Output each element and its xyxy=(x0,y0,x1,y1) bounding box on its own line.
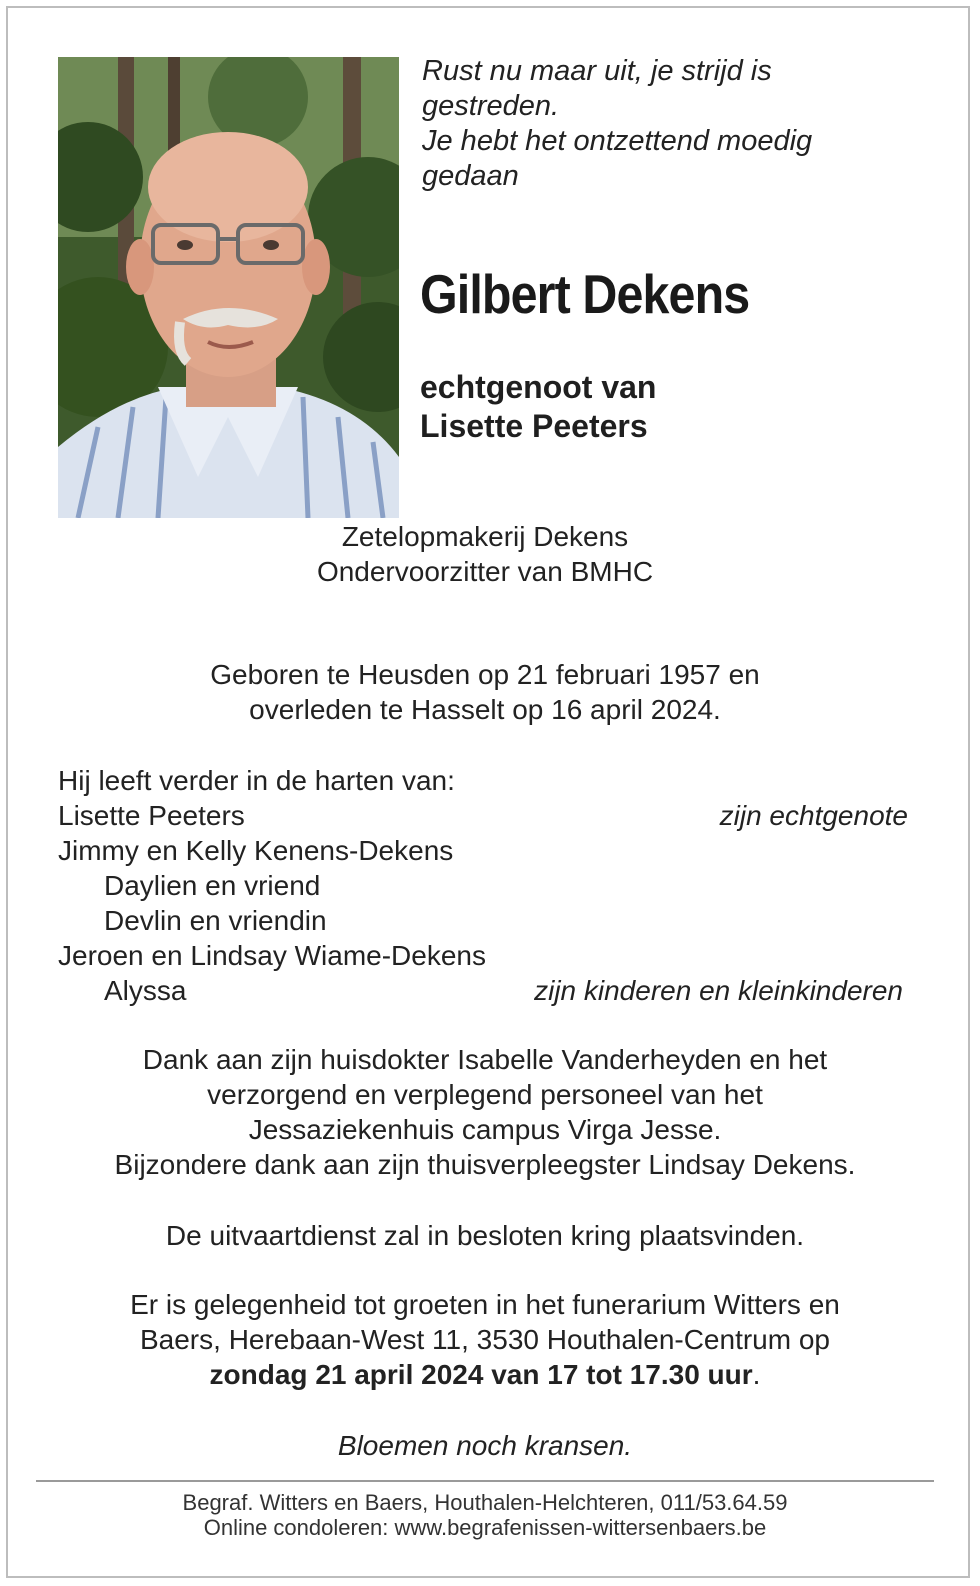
visitation-when-line xyxy=(0,1357,970,1392)
affiliation-line: Ondervoorzitter van BMHC xyxy=(316,556,654,587)
service-line: De uitvaartdienst zal in besloten kring plaatsvinden. xyxy=(165,1220,805,1251)
list-item xyxy=(58,798,908,833)
thanks-line: Dank aan zijn huisdokter Isabelle Vanderheyden en het xyxy=(142,1044,828,1075)
family-member: Daylien en vriend xyxy=(104,870,321,901)
death-line: overleden te Hasselt op 16 april 2024. xyxy=(249,694,721,725)
quote-line: gedaan xyxy=(422,160,519,192)
birth-death-info xyxy=(0,657,970,727)
family-member: Lisette Peeters xyxy=(58,800,245,831)
list-item xyxy=(58,833,908,868)
visitation-period: . xyxy=(752,1359,761,1390)
list-item xyxy=(58,903,908,938)
footer-divider xyxy=(36,1480,934,1482)
thanks-line: Bijzondere dank aan zijn thuisverpleegster Lindsay Dekens. xyxy=(114,1149,856,1180)
family-list xyxy=(58,763,908,1008)
spouse-info xyxy=(420,368,656,446)
list-item xyxy=(58,868,908,903)
family-intro: Hij leeft verder in de harten van: xyxy=(58,765,455,796)
family-member: Jeroen en Lindsay Wiame-Dekens xyxy=(58,940,486,971)
relation-label: zijn echtgenote xyxy=(719,800,908,831)
family-member: Devlin en vriendin xyxy=(104,905,327,936)
visitation-line: Baers, Herebaan-West 11, 3530 Houthalen-Centrum op xyxy=(139,1324,831,1355)
spouse-name: Lisette Peeters xyxy=(420,408,648,444)
list-item xyxy=(58,938,908,973)
family-member: Alyssa xyxy=(104,975,187,1006)
quote-line: Je hebt het ontzettend moedig xyxy=(422,125,813,157)
funeral-home-info: Begraf. Witters en Baers, Houthalen-Helchteren, 011/53.64.59 xyxy=(182,1490,788,1515)
flowers-note xyxy=(0,1428,970,1463)
visitation-line: Er is gelegenheid tot groeten in het funerarium Witters en xyxy=(130,1289,840,1320)
service-info xyxy=(0,1218,970,1253)
condolence-link[interactable]: Online condoleren: www.begrafenissen-wittersenbaers.be xyxy=(203,1515,767,1540)
affiliations xyxy=(0,519,970,589)
quote-line: gestreden. xyxy=(422,90,560,122)
footer xyxy=(0,1490,970,1540)
visitation-datetime: zondag 21 april 2024 van 17 tot 17.30 uur xyxy=(209,1359,753,1390)
thanks-line: verzorgend en verplegend personeel van het xyxy=(207,1079,763,1110)
quote-line: Rust nu maar uit, je strijd is xyxy=(422,55,772,87)
list-item xyxy=(58,973,908,1008)
relation-label: zijn kinderen en kleinkinderen xyxy=(534,975,903,1006)
thanks-section xyxy=(0,1042,970,1182)
flowers-line: Bloemen noch kransen. xyxy=(337,1430,633,1461)
birth-line: Geboren te Heusden op 21 februari 1957 en xyxy=(210,659,760,690)
deceased-name: Gilbert Dekens xyxy=(420,263,750,325)
spouse-label: echtgenoot van xyxy=(420,369,657,405)
visitation-info xyxy=(0,1287,970,1392)
affiliation-line: Zetelopmakerij Dekens xyxy=(341,521,629,552)
portrait-photo xyxy=(58,57,399,518)
family-member: Jimmy en Kelly Kenens-Dekens xyxy=(58,835,454,866)
thanks-line: Jessaziekenhuis campus Virga Jesse. xyxy=(248,1114,722,1145)
memorial-quote xyxy=(422,54,892,194)
